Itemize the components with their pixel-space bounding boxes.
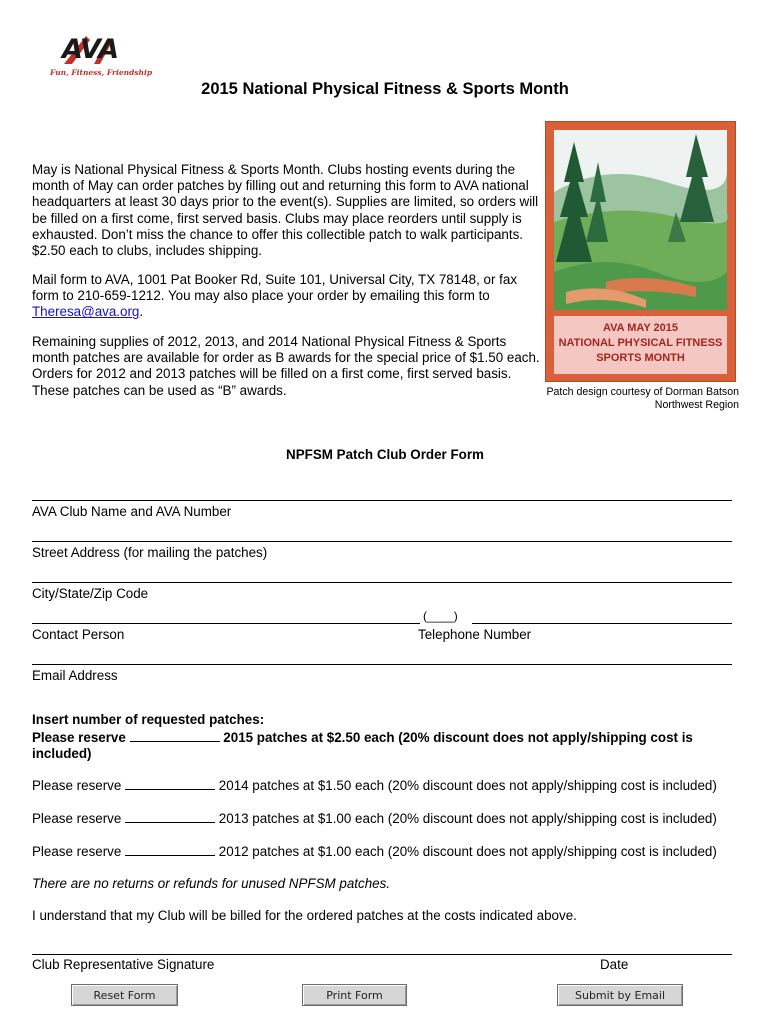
- contact-person-field[interactable]: [32, 623, 420, 624]
- reserve-2012-row: [32, 843, 742, 859]
- telephone-field[interactable]: [472, 623, 732, 624]
- reserve-2014-row: [32, 777, 742, 793]
- intro-paragraph-1: May is National Physical Fitness & Sports Month. Clubs hosting events during the month of May can order patches by filling out and returning this form to AVA national headquarters at least 30 days prior to the event(s). Supplies are limited, so orders will be filled on a first come, first served basis. Clubs may place reorders until supply is exhausted. Don’t miss the chance to offer this collectible patch to walk participants. $2.50 each to clubs, includes shipping.: [32, 162, 539, 259]
- email-address-label: Email Address: [32, 668, 118, 683]
- street-address-label: Street Address (for mailing the patches): [32, 545, 268, 560]
- patch-caption-region: Northwest Region: [654, 399, 739, 411]
- phone-area-code: (____): [423, 609, 458, 623]
- reserve-2013-row: [32, 810, 742, 826]
- form-heading: NPFSM Patch Club Order Form: [286, 447, 484, 462]
- patch-caption: Patch design courtesy of Dorman Batson: [546, 386, 739, 398]
- reserve-2014-desc: 2014 patches at $1.50 each (20% discount does not apply/shipping cost is included): [218, 778, 717, 793]
- no-returns-note: There are no returns or refunds for unused NPFSM patches.: [32, 876, 391, 891]
- reserve-2012-desc: 2012 patches at $1.00 each (20% discount does not apply/shipping cost is included): [218, 844, 717, 859]
- page-title: 2015 National Physical Fitness & Sports Month: [201, 80, 569, 98]
- city-state-zip-label: City/State/Zip Code: [32, 586, 149, 601]
- submit-by-email-button[interactable]: Submit by Email: [557, 984, 683, 1006]
- reserve-2013-label: Please reserve: [32, 811, 122, 826]
- contact-person-label: Contact Person: [32, 627, 125, 642]
- telephone-label: Telephone Number: [418, 627, 532, 642]
- patch-line-3: SPORTS MONTH: [596, 352, 685, 364]
- signature-field[interactable]: [32, 954, 732, 955]
- club-name-field[interactable]: [32, 500, 732, 501]
- ava-logo: [50, 30, 153, 82]
- reserve-2013-desc: 2013 patches at $1.00 each (20% discount does not apply/shipping cost is included): [218, 811, 717, 826]
- mail-instructions-end: .: [139, 304, 144, 320]
- reserve-2012-input[interactable]: [125, 843, 215, 856]
- reserve-2014-label: Please reserve: [32, 778, 122, 793]
- reserve-2015-input[interactable]: [130, 729, 220, 742]
- patch-line-1: AVA MAY 2015: [602, 322, 678, 334]
- reserve-2013-input[interactable]: [125, 810, 215, 823]
- logo-brand: AVA: [61, 34, 119, 65]
- email-address-field[interactable]: [32, 664, 732, 665]
- reserve-2015-row: [32, 729, 732, 762]
- patch-image: [545, 121, 736, 382]
- mail-instructions: Mail form to AVA, 1001 Pat Booker Rd, Suite 101, Universal City, TX 78148, or fax form to 210-659-1212. You may also place your order by emailing this form to: [32, 272, 518, 304]
- email-link[interactable]: Theresa@ava.org: [32, 304, 140, 320]
- city-state-zip-field[interactable]: [32, 582, 732, 583]
- print-form-button[interactable]: Print Form: [302, 984, 407, 1006]
- reserve-2014-input[interactable]: [125, 777, 215, 790]
- logo-tagline: Fun, Fitness, Friendship: [50, 68, 153, 77]
- signature-label: Club Representative Signature: [32, 957, 215, 972]
- billing-acknowledgement: I understand that my Club will be billed for the ordered patches at the costs indicated above.: [32, 908, 577, 923]
- reserve-2015-label: Please reserve: [32, 730, 126, 745]
- street-address-field[interactable]: [32, 541, 732, 542]
- club-name-label: AVA Club Name and AVA Number: [32, 504, 232, 519]
- insert-heading: Insert number of requested patches:: [32, 712, 265, 727]
- reset-form-button[interactable]: Reset Form: [71, 984, 178, 1006]
- reserve-2012-label: Please reserve: [32, 844, 122, 859]
- patch-line-2: NATIONAL PHYSICAL FITNESS: [558, 337, 723, 349]
- intro-paragraph-3: Remaining supplies of 2012, 2013, and 2014 National Physical Fitness & Sports month patches are available for order as B awards for the special price of $1.50 each. Orders for 2012 and 2013 patches will be filled on a first come, first served basis. These patches can be used as “B” awards.: [32, 334, 540, 398]
- reserve-2015-desc: 2015 patches at $2.50 each (20% discount does not apply/shipping cost is included): [32, 730, 693, 761]
- intro-paragraph-2: [32, 272, 542, 321]
- date-label: Date: [600, 957, 629, 972]
